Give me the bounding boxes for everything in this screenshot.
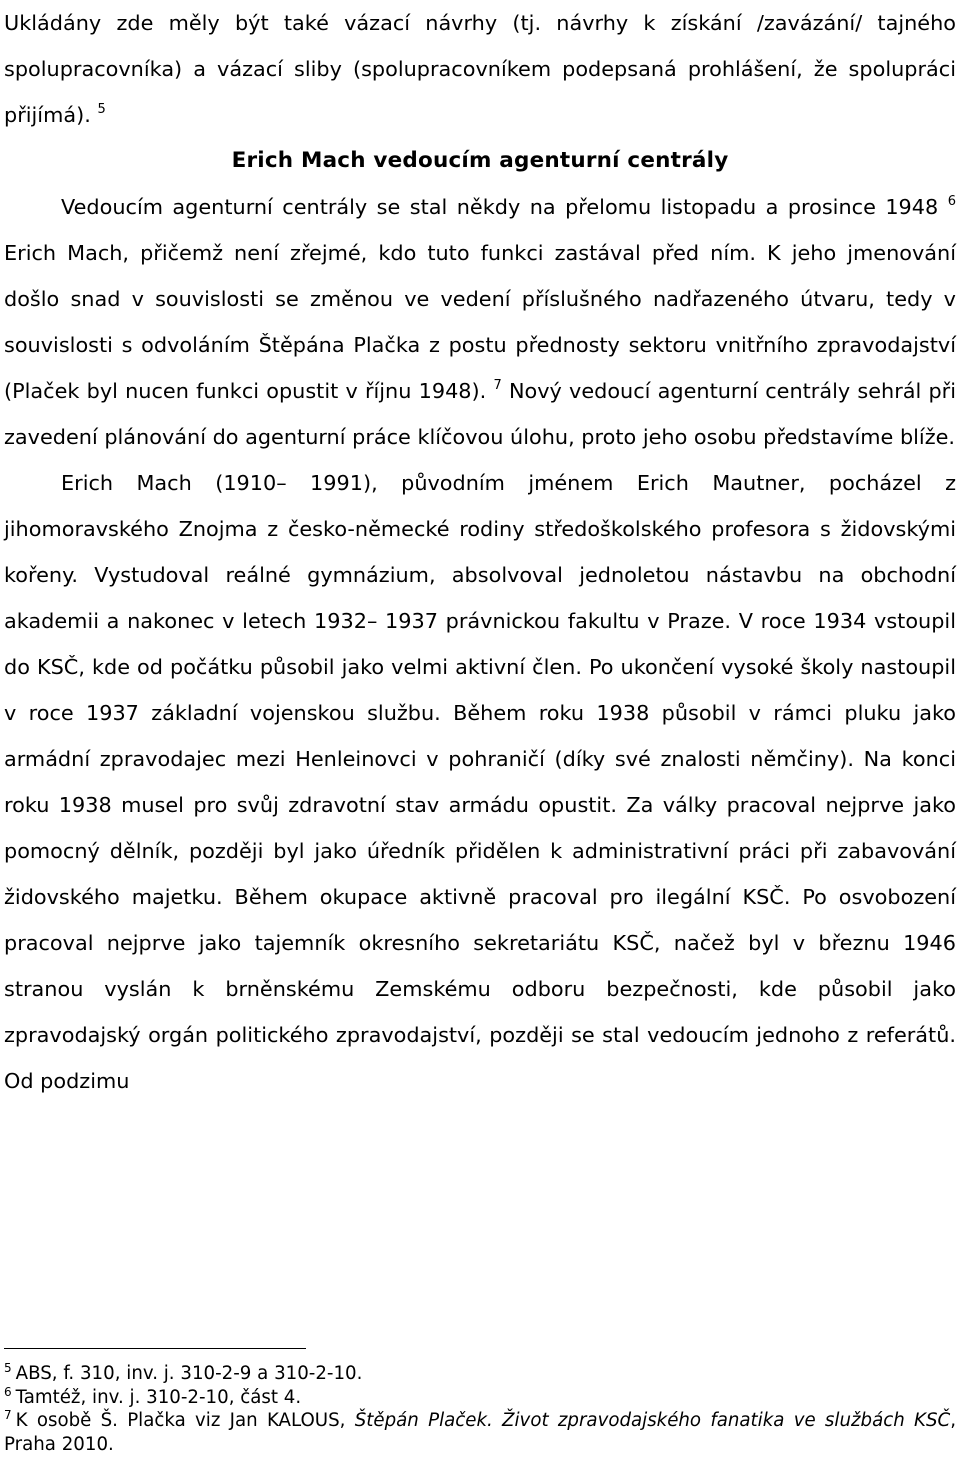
footnote-ref-7[interactable]: 7 [493,378,502,393]
paragraph-appointment: Vedoucím agenturní centrály se stal někdy na přelomu listopadu a prosince 1948 $^6$ Erich Mach, přičemž není zřejmé, kdo tuto funkci zastával před ním. K jeho jmenování došlo snad v souvislosti se změnou ve vedení příslušného nadřazeného útvaru, tedy v souvislosti s odvoláním Štěpána Plačka z postu přednosty sektoru vnitřního zpravodajství (Plaček byl nucen funkci opustit v říjnu 1948). $^7$ Nový vedoucí agenturní centrály sehrál při zavedení plánování do agenturní práce klíčovou úlohu, proto jeho osobu představíme blíže. [4,194,956,449]
footnotes [4,1362,956,1456]
paragraph-intro: Ukládány zde měly být také vázací návrhy (tj. návrhy k získání /zavázání/ tajného spolupracovníka) a vázací sliby (spolupracovníkem podepsaná prohlášení, že spolupráci přijímá). $^5$ [4,11,956,127]
footnote-ref-6[interactable]: 6 [947,194,956,209]
footnote-5: $^5$ ABS, f. 310, inv. j. 310-2-9 a 310-2-10. [4,1361,363,1384]
footnote-6: $^6$ Tamtéž, inv. j. 310-2-10, část 4. [4,1384,302,1408]
footnote-7: $^7$ K osobě Š. Plačka viz Jan KALOUS, Štěpán Plaček. Život zpravodajského fanatika ve službách KSČ, Praha 2010. [4,1408,956,1455]
paragraph-biography: Erich Mach (1910– 1991), původním jménem Erich Mautner, pocházel z jihomoravského Znojma z česko-německé rodiny středoškolského profesora s židovskými kořeny. Vystudoval reálné gymnázium, absolvoval jednoletou nástavbu na obchodní akademii a nakonec v letech 1932– 1937 právnickou fakultu v Praze. V roce 1934 vstoupil do KSČ, kde od počátku působil jako velmi aktivní člen. Po ukončení vysoké školy nastoupil v roce 1937 základní vojenskou službu. Během roku 1938 působil v rámci pluku jako armádní zpravodajec mezi Henleinovci v pohraničí (díky své znalosti němčiny). Na konci roku 1938 musel pro svůj zdravotní stav armádu opustit. Za války pracoval nejprve jako pomocný dělník, později byl jako úředník přidělen k administrativní práci při zabavování židovského majetku. Během okupace aktivně pracoval pro ilegální KSČ. Po osvobození pracoval nejprve jako tajemník okresního sekretariátu KSČ, načež byl v březnu 1946 stranou vyslán k brněnskému Zemskému odboru bezpečnosti, kde působil jako zpravodajský orgán politického zpravodajství, později se stal vedoucím jednoho z referátů. Od podzimu [4,471,956,1093]
document-page [4,0,956,1104]
footnote-divider [4,1348,306,1349]
footnote-ref-5[interactable]: 5 [97,102,106,117]
section-heading: Erich Mach vedoucím agenturní centrály [231,148,729,173]
